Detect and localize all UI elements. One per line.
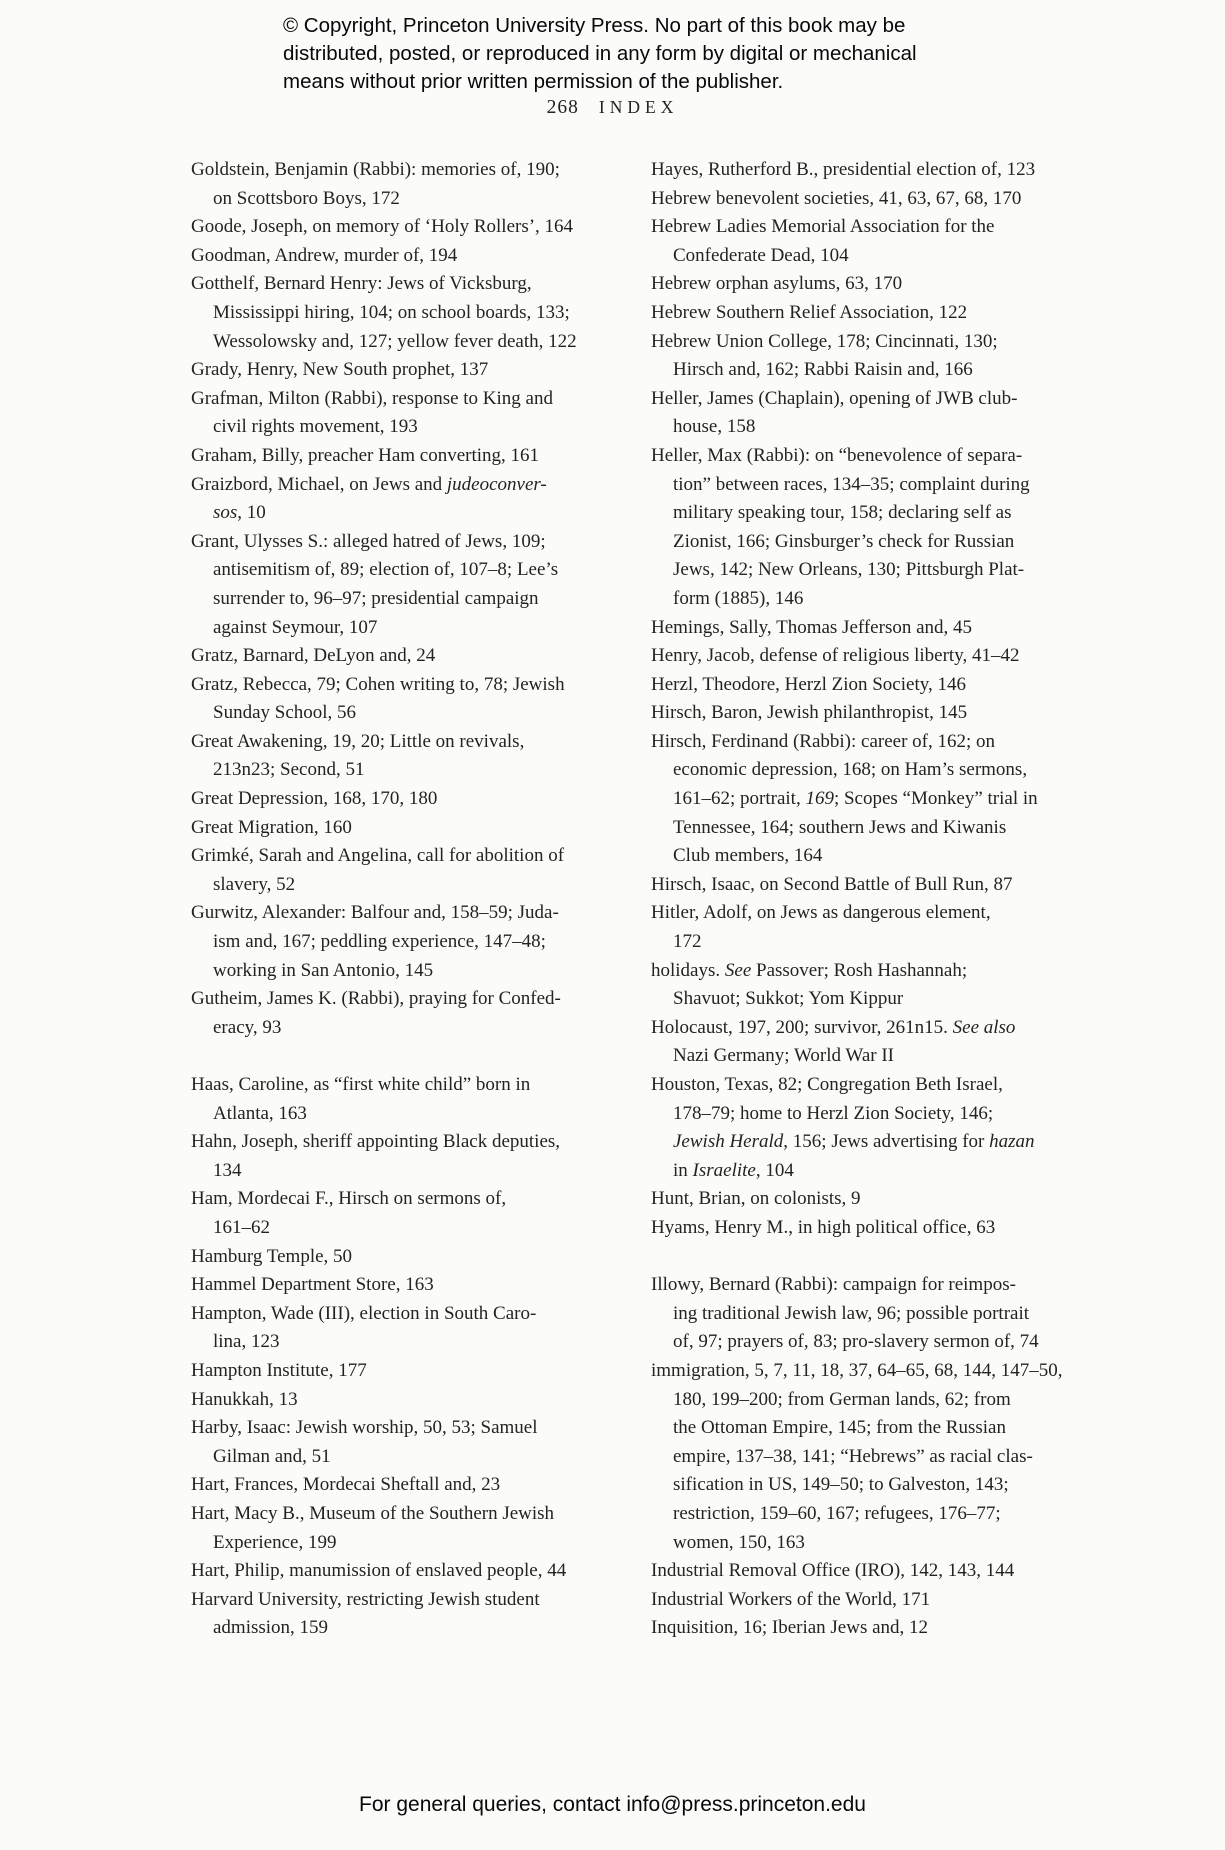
index-entry: [651, 1614, 1079, 1643]
entry-line: sification in US, 149–50; to Galveston, 143;: [673, 1474, 1009, 1496]
index-column-right: [651, 156, 1079, 1643]
index-entry: [651, 185, 1079, 214]
index-entry: [191, 213, 619, 242]
entry-line: Hampton Institute, 177: [191, 1359, 367, 1381]
index-entry: [651, 899, 1079, 956]
index-entry: [651, 1271, 1079, 1357]
entry-line: 134: [213, 1159, 242, 1181]
entry-line: Goldstein, Benjamin (Rabbi): memories of, 190;: [191, 159, 560, 180]
index-entry: [651, 1014, 1079, 1071]
entry-line: Hanukkah, 13: [191, 1388, 298, 1410]
index-entry: [651, 385, 1079, 442]
index-entry: [191, 442, 619, 471]
entry-line: Hebrew Southern Relief Association, 122: [651, 301, 968, 323]
index-column-left: [191, 156, 619, 1643]
index-entry: [191, 385, 619, 442]
index-entry: [191, 356, 619, 385]
entry-line: Inquisition, 16; Iberian Jews and, 12: [651, 1617, 929, 1639]
entry-line: Heller, Max (Rabbi): on “benevolence of separa-: [651, 444, 1023, 466]
entry-line: Gilman and, 51: [213, 1445, 331, 1467]
index-entry: [191, 270, 619, 356]
index-entry: [651, 728, 1079, 871]
entry-line: Experience, 199: [213, 1531, 337, 1553]
entry-line: 213n23; Second, 51: [213, 759, 365, 781]
entry-line: against Seymour, 107: [213, 616, 378, 638]
entry-line: Confederate Dead, 104: [673, 244, 849, 266]
entry-line: Hebrew benevolent societies, 41, 63, 67, 68, 170: [651, 187, 1022, 209]
entry-line: admission, 159: [213, 1617, 329, 1639]
group-spacer: [651, 1243, 1079, 1272]
index-entry: [191, 1386, 619, 1415]
entry-line: the Ottoman Empire, 145; from the Russian: [673, 1417, 1006, 1439]
index-entry: [651, 328, 1079, 385]
entry-line: Gotthelf, Bernard Henry: Jews of Vicksburg,: [191, 273, 532, 295]
index-entry: [191, 1557, 619, 1586]
index-entry: [651, 614, 1079, 643]
entry-line: house, 158: [673, 416, 756, 438]
index-entry: [191, 1071, 619, 1128]
entry-line: women, 150, 163: [673, 1531, 805, 1553]
index-entry: [191, 1128, 619, 1185]
index-entry: [651, 699, 1079, 728]
entry-line: Gratz, Rebecca, 79; Cohen writing to, 78; Jewish: [191, 673, 565, 695]
entry-line: ing traditional Jewish law, 96; possible portrait: [673, 1302, 1030, 1324]
index-entry: [651, 1185, 1079, 1214]
entry-line: 180, 199–200; from German lands, 62; from: [673, 1388, 1011, 1410]
index-entry: [191, 528, 619, 642]
entry-line: 178–79; home to Herzl Zion Society, 146;: [673, 1102, 994, 1124]
entry-line: military speaking tour, 158; declaring self as: [673, 502, 1012, 524]
entry-line: Jewish Herald, 156; Jews advertising for hazan: [673, 1131, 1035, 1153]
page-number: 268: [546, 97, 579, 118]
entry-line: Holocaust, 197, 200; survivor, 261n15. See also: [651, 1016, 1016, 1038]
entry-line: Hammel Department Store, 163: [191, 1274, 434, 1296]
entry-line: restriction, 159–60, 167; refugees, 176–77;: [673, 1502, 1001, 1524]
index-entry: [191, 1414, 619, 1471]
index-entry: [651, 1557, 1079, 1586]
index-entry: [191, 785, 619, 814]
entry-line: Great Awakening, 19, 20; Little on revivals,: [191, 730, 525, 752]
index-entry: [651, 1071, 1079, 1185]
entry-line: Sunday School, 56: [213, 702, 357, 724]
index-entry: [651, 299, 1079, 328]
entry-line: of, 97; prayers of, 83; pro-slavery sermon of, 74: [673, 1331, 1039, 1353]
entry-line: Nazi Germany; World War II: [673, 1045, 894, 1067]
entry-line: Grant, Ulysses S.: alleged hatred of Jews, 109;: [191, 530, 546, 552]
index-entry: [191, 1357, 619, 1386]
entry-line: slavery, 52: [213, 873, 296, 895]
page-header: [0, 97, 1225, 119]
index-entry: [191, 814, 619, 843]
entry-line: holidays. See Passover; Rosh Hashannah;: [651, 959, 968, 981]
index-entry: [191, 1271, 619, 1300]
entry-line: in Israelite, 104: [673, 1159, 794, 1181]
entry-line: surrender to, 96–97; presidential campaign: [213, 587, 539, 609]
index-entry: [191, 899, 619, 985]
entry-line: tion” between races, 134–35; complaint during: [673, 473, 1030, 495]
index-entry: [191, 1586, 619, 1643]
index-entry: [651, 1586, 1079, 1615]
page-footer: [0, 1793, 1225, 1817]
entry-line: Hahn, Joseph, sheriff appointing Black deputies,: [191, 1131, 561, 1153]
entry-line: Graizbord, Michael, on Jews and judeoconver-: [191, 473, 547, 495]
index-columns: [191, 156, 1079, 1643]
entry-line: Hemings, Sally, Thomas Jefferson and, 45: [651, 616, 973, 638]
index-entry: [191, 1471, 619, 1500]
entry-line: Hirsch, Isaac, on Second Battle of Bull Run, 87: [651, 873, 1013, 895]
entry-line: Mississippi hiring, 104; on school boards, 133;: [213, 301, 570, 323]
entry-line: Club members, 164: [673, 845, 823, 867]
entry-line: Hirsch, Baron, Jewish philanthropist, 145: [651, 702, 968, 724]
index-entry: [191, 242, 619, 271]
entry-line: Shavuot; Sukkot; Yom Kippur: [673, 988, 904, 1010]
entry-line: working in San Antonio, 145: [213, 959, 434, 981]
entry-line: empire, 137–38, 141; “Hebrews” as racial clas-: [673, 1445, 1033, 1467]
entry-line: Jews, 142; New Orleans, 130; Pittsburgh Plat-: [673, 559, 1025, 581]
entry-line: on Scottsboro Boys, 172: [213, 187, 400, 209]
entry-line: Herzl, Theodore, Herzl Zion Society, 146: [651, 673, 966, 695]
entry-line: Great Migration, 160: [191, 816, 352, 838]
index-entry: [191, 842, 619, 899]
entry-line: Wessolowsky and, 127; yellow fever death, 122: [213, 330, 577, 352]
index-entry: [191, 985, 619, 1042]
entry-line: Harby, Isaac: Jewish worship, 50, 53; Samuel: [191, 1417, 538, 1439]
entry-line: Ham, Mordecai F., Hirsch on sermons of,: [191, 1188, 507, 1210]
entry-line: Hart, Philip, manumission of enslaved people, 44: [191, 1560, 567, 1582]
entry-line: Gratz, Barnard, DeLyon and, 24: [191, 645, 436, 667]
index-entry: [651, 642, 1079, 671]
index-entry: [191, 471, 619, 528]
entry-line: Gutheim, James K. (Rabbi), praying for Confed-: [191, 988, 561, 1010]
entry-line: 161–62; portrait, 169; Scopes “Monkey” trial in: [673, 788, 1038, 810]
entry-line: Henry, Jacob, defense of religious liberty, 41–42: [651, 645, 1020, 667]
entry-line: 161–62: [213, 1216, 270, 1238]
index-entry: [651, 213, 1079, 270]
entry-line: Heller, James (Chaplain), opening of JWB club-: [651, 387, 1018, 409]
entry-line: Hunt, Brian, on colonists, 9: [651, 1188, 861, 1210]
footer-contact-text: For general queries, contact info@press.princeton.edu: [359, 1793, 866, 1816]
entry-line: antisemitism of, 89; election of, 107–8; Lee’s: [213, 559, 559, 581]
entry-line: Hirsch, Ferdinand (Rabbi): career of, 162; on: [651, 730, 996, 752]
entry-line: civil rights movement, 193: [213, 416, 418, 438]
index-entry: [651, 442, 1079, 614]
index-entry: [191, 1185, 619, 1242]
entry-line: Grimké, Sarah and Angelina, call for abolition of: [191, 845, 565, 867]
entry-line: Grady, Henry, New South prophet, 137: [191, 359, 489, 381]
index-entry: [191, 1500, 619, 1557]
index-entry: [651, 957, 1079, 1014]
entry-line: Zionist, 166; Ginsburger’s check for Russian: [673, 530, 1015, 552]
entry-line: Harvard University, restricting Jewish student: [191, 1588, 540, 1610]
entry-line: Goode, Joseph, on memory of ‘Holy Rollers’, 164: [191, 216, 574, 238]
section-title: INDEX: [598, 97, 679, 117]
entry-line: Haas, Caroline, as “first white child” born in: [191, 1074, 531, 1095]
entry-line: Hamburg Temple, 50: [191, 1245, 353, 1267]
group-spacer: [191, 1042, 619, 1071]
entry-line: eracy, 93: [213, 1016, 282, 1038]
copyright-notice: © Copyright, Princeton University Press. No part of this book may be distributed, posted, or reproduced in any form by digital or mechanical means without prior written permission of the publisher.: [283, 14, 917, 93]
entry-line: immigration, 5, 7, 11, 18, 37, 64–65, 68, 144, 147–50,: [651, 1359, 1063, 1381]
entry-line: form (1885), 146: [673, 587, 804, 609]
entry-line: Hart, Frances, Mordecai Sheftall and, 23: [191, 1474, 501, 1496]
entry-line: Hayes, Rutherford B., presidential election of, 123: [651, 159, 1036, 180]
entry-line: Hirsch and, 162; Rabbi Raisin and, 166: [673, 359, 973, 381]
entry-line: Hebrew Ladies Memorial Association for the: [651, 216, 995, 238]
entry-line: Hart, Macy B., Museum of the Southern Jewish: [191, 1502, 555, 1524]
entry-line: lina, 123: [213, 1331, 280, 1353]
entry-line: Gurwitz, Alexander: Balfour and, 158–59; Juda-: [191, 902, 559, 924]
index-entry: [191, 642, 619, 671]
index-entry: [651, 871, 1079, 900]
entry-line: 172: [673, 931, 702, 953]
entry-line: Hampton, Wade (III), election in South Caro-: [191, 1302, 537, 1324]
entry-line: Hebrew orphan asylums, 63, 170: [651, 273, 903, 295]
entry-line: Houston, Texas, 82; Congregation Beth Israel,: [651, 1074, 1003, 1095]
entry-line: Illowy, Bernard (Rabbi): campaign for reimpos-: [651, 1274, 1016, 1296]
entry-line: Grafman, Milton (Rabbi), response to King and: [191, 387, 553, 409]
index-entry: [651, 1357, 1079, 1557]
entry-line: Industrial Workers of the World, 171: [651, 1588, 931, 1610]
entry-line: Great Depression, 168, 170, 180: [191, 788, 438, 810]
entry-line: Atlanta, 163: [213, 1102, 307, 1124]
entry-line: ism and, 167; peddling experience, 147–48;: [213, 931, 546, 953]
index-entry: [191, 1300, 619, 1357]
entry-line: Hitler, Adolf, on Jews as dangerous element,: [651, 902, 991, 924]
index-entry: [651, 1214, 1079, 1243]
entry-line: Tennessee, 164; southern Jews and Kiwanis: [673, 816, 1007, 838]
index-entry: [191, 671, 619, 728]
entry-line: Industrial Removal Office (IRO), 142, 143, 144: [651, 1560, 1015, 1582]
entry-line: economic depression, 168; on Ham’s sermons,: [673, 759, 1028, 781]
entry-line: Hyams, Henry M., in high political office, 63: [651, 1216, 996, 1238]
index-entry: [191, 1243, 619, 1272]
index-entry: [191, 156, 619, 213]
index-entry: [651, 270, 1079, 299]
index-entry: [651, 671, 1079, 700]
entry-line: Goodman, Andrew, murder of, 194: [191, 244, 458, 266]
index-entry: [651, 156, 1079, 185]
entry-line: Graham, Billy, preacher Ham converting, 161: [191, 444, 540, 466]
entry-line: Hebrew Union College, 178; Cincinnati, 130;: [651, 330, 998, 352]
entry-line: sos, 10: [213, 502, 266, 524]
index-entry: [191, 728, 619, 785]
